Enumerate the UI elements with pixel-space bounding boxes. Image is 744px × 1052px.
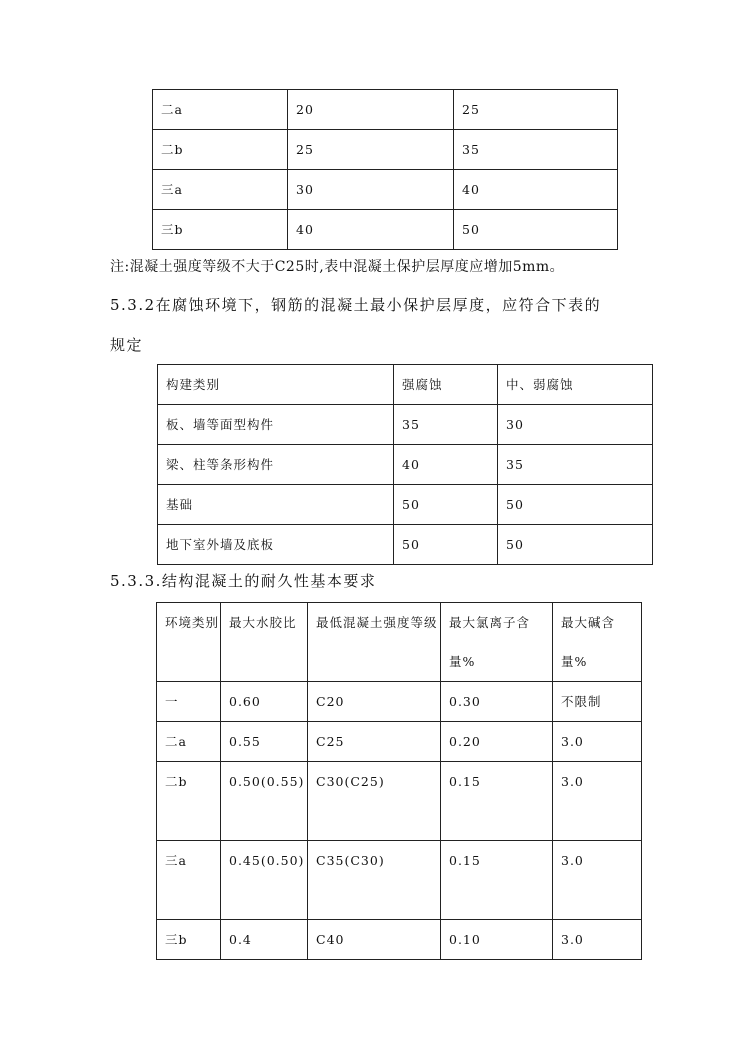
table-cell: 最低混凝土强度等级	[308, 603, 441, 682]
table-cell: 基础	[158, 485, 394, 525]
table-cell: 50	[394, 485, 498, 525]
table-cell: 二b	[157, 762, 221, 841]
table-cell: C25	[308, 722, 441, 762]
table-cell: 3.0	[553, 762, 642, 841]
table-cell: 最大碱含量%	[553, 603, 642, 682]
table-cell: 35	[394, 405, 498, 445]
table-row	[153, 130, 618, 170]
table-cell: 0.55	[221, 722, 308, 762]
table-cell: 0.60	[221, 682, 308, 722]
table-cell: 板、墙等面型构件	[158, 405, 394, 445]
table-cell: C30(C25)	[308, 762, 441, 841]
table-cell: 30	[498, 405, 653, 445]
table-cell: 二a	[153, 90, 288, 130]
table-cell: 0.45(0.50)	[221, 841, 308, 920]
table-cell: 构建类别	[158, 365, 394, 405]
table-row	[153, 210, 618, 250]
table-cell: C20	[308, 682, 441, 722]
table-cell: 0.30	[441, 682, 553, 722]
table-cell: 40	[454, 170, 618, 210]
table-cell: 三a	[153, 170, 288, 210]
table-cell: 35	[454, 130, 618, 170]
table-row	[157, 841, 642, 920]
durability-table	[156, 602, 642, 960]
table-note: 注:混凝土强度等级不大于C25时,表中混凝土保护层厚度应增加5mm。	[110, 259, 565, 275]
table-cell: 50	[394, 525, 498, 565]
table-cell: 3.0	[553, 722, 642, 762]
table-cell: 三a	[157, 841, 221, 920]
table-cell: C35(C30)	[308, 841, 441, 920]
header-row	[158, 365, 653, 405]
header-row	[157, 603, 642, 682]
table-row	[158, 485, 653, 525]
table-row	[153, 170, 618, 210]
corrosion-cover-table	[157, 364, 653, 565]
table-cell: C40	[308, 920, 441, 960]
table-cell: 梁、柱等条形构件	[158, 445, 394, 485]
table-cell: 3.0	[553, 841, 642, 920]
table-cell: 40	[394, 445, 498, 485]
table-cell: 一	[157, 682, 221, 722]
table-cell: 最大水胶比	[221, 603, 308, 682]
table-row	[157, 762, 642, 841]
table-cell: 50	[498, 525, 653, 565]
table-cell: 0.10	[441, 920, 553, 960]
table-row	[157, 722, 642, 762]
table-row	[157, 920, 642, 960]
table-cell: 50	[454, 210, 618, 250]
table-cell: 二b	[153, 130, 288, 170]
table-cell: 最大氯离子含量%	[441, 603, 553, 682]
table-cell: 二a	[157, 722, 221, 762]
table-cell: 不限制	[553, 682, 642, 722]
table-cell: 地下室外墙及底板	[158, 525, 394, 565]
cover-thickness-table	[152, 89, 618, 250]
table-cell: 40	[288, 210, 454, 250]
table-cell: 25	[454, 90, 618, 130]
table-cell: 0.50(0.55)	[221, 762, 308, 841]
table-cell: 50	[498, 485, 653, 525]
table-row	[158, 525, 653, 565]
section-5-3-2-cont: 规定	[110, 336, 144, 354]
table-cell: 20	[288, 90, 454, 130]
table-cell: 三b	[153, 210, 288, 250]
table-cell: 环境类别	[157, 603, 221, 682]
table-cell: 强腐蚀	[394, 365, 498, 405]
table-cell: 30	[288, 170, 454, 210]
table-cell: 中、弱腐蚀	[498, 365, 653, 405]
table-cell: 0.20	[441, 722, 553, 762]
section-5-3-3: 5.3.3.结构混凝土的耐久性基本要求	[110, 572, 377, 590]
table-cell: 3.0	[553, 920, 642, 960]
table-cell: 35	[498, 445, 653, 485]
table-row	[153, 90, 618, 130]
table-cell: 0.15	[441, 841, 553, 920]
table-cell: 三b	[157, 920, 221, 960]
table-cell: 25	[288, 130, 454, 170]
section-5-3-2: 5.3.2在腐蚀环境下，钢筋的混凝土最小保护层厚度，应符合下表的	[110, 296, 602, 314]
table-cell: 0.4	[221, 920, 308, 960]
table-row	[157, 682, 642, 722]
table-cell: 0.15	[441, 762, 553, 841]
table-row	[158, 405, 653, 445]
table-row	[158, 445, 653, 485]
